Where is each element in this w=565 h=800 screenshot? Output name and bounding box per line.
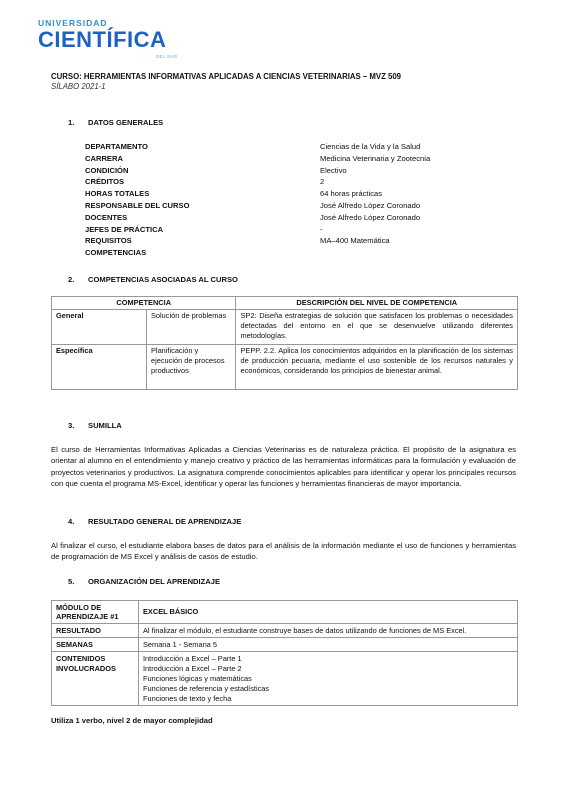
- general-row: HORAS TOTALES 64 horas prácticas: [85, 189, 383, 199]
- list-item: Introducción a Excel – Parte 2: [143, 663, 242, 673]
- logo-sub-text: DEL SUR: [156, 54, 178, 59]
- section-4-heading: 4. RESULTADO GENERAL DE APRENDIZAJE: [68, 517, 242, 526]
- list-item: Introducción a Excel – Parte 1: [143, 653, 242, 663]
- university-logo: [38, 18, 178, 59]
- section-5-heading: 5. ORGANIZACIÓN DEL APRENDIZAJE: [68, 577, 221, 586]
- module-title: EXCEL BÁSICO: [139, 601, 518, 624]
- general-row: JEFES DE PRÁCTICA -: [85, 224, 323, 234]
- learning-organization-table: [51, 600, 518, 706]
- verb-note: Utiliza 1 verbo, nivel 2 de mayor complejidad: [51, 716, 213, 725]
- syllabus-label: SÍLABO 2021-1: [51, 82, 106, 91]
- general-data-list: [85, 141, 505, 259]
- list-item: Funciones de texto y fecha: [143, 693, 232, 703]
- list-item: Funciones de referencia y estadísticas: [143, 683, 270, 693]
- result-label: RESULTADO: [52, 624, 139, 638]
- learning-outcome-paragraph: Al finalizar el curso, el estudiante elabora bases de datos para el análisis de la información mediante el uso de funciones y herramientas de programación de MS Excel y análisis de casos de estudio.: [51, 541, 516, 562]
- general-row: REQUISITOS MA–400 Matemática: [85, 236, 390, 246]
- table-cell: Planificación y ejecución de procesos productivos: [147, 345, 236, 390]
- general-row: RESPONSABLE DEL CURSO José Alfredo López Coronado: [85, 200, 421, 210]
- table-cell: SP2: Diseña estrategias de solución que satisfacen los problemas o necesidades detectadas del entorno en el que se desenvuelve utilizando diferentes metodologías.: [236, 310, 518, 345]
- contents-label: CONTENIDOS INVOLUCRADOS: [52, 652, 139, 706]
- table-cell-label: General: [52, 310, 147, 345]
- general-row: CONDICIÓN Electivo: [85, 165, 347, 175]
- table-cell: Solución de problemas: [147, 310, 236, 345]
- logo-univ-text: UNIVERSIDAD: [38, 18, 108, 28]
- module-label: MÓDULO DE APRENDIZAJE #1: [52, 601, 139, 624]
- general-row: DOCENTES José Alfredo López Coronado: [85, 212, 421, 222]
- table-row: [52, 310, 518, 345]
- contents-list: [139, 652, 518, 706]
- weeks-label: SEMANAS: [52, 638, 139, 652]
- general-row: CRÉDITOS 2: [85, 177, 325, 187]
- table-row: [52, 601, 518, 624]
- logo-main-text: CIENTÍFICA: [38, 27, 167, 52]
- section-2-heading: 2. COMPETENCIAS ASOCIADAS AL CURSO: [68, 275, 238, 284]
- competencies-table: [51, 296, 518, 390]
- section-1-heading: 1. DATOS GENERALES: [68, 118, 164, 127]
- table-cell: PEPP. 2.2. Aplica los conocimientos adquiridos en la planificación de los sistemas de producción pecuaria, mediante el uso sostenible de los recursos naturales y económicos, considerando los principios de bienestar animal.: [236, 345, 518, 390]
- weeks-value: Semana 1 - Semana 5: [139, 638, 518, 652]
- table-cell-label: Específica: [52, 345, 147, 390]
- general-row: CARRERA Medicina Veterinaria y Zootecnia: [85, 153, 431, 163]
- table-row: [52, 624, 518, 638]
- course-title: CURSO: HERRAMIENTAS INFORMATIVAS APLICADAS A CIENCIAS VETERINARIAS – MVZ 509: [51, 72, 402, 81]
- table-header: DESCRIPCIÓN DEL NIVEL DE COMPETENCIA: [236, 297, 518, 310]
- table-row: [52, 345, 518, 390]
- general-row: DEPARTAMENTO Ciencias de la Vida y la Salud: [85, 142, 421, 151]
- list-item: Funciones lógicas y matemáticas: [143, 673, 252, 683]
- table-row: [52, 638, 518, 652]
- section-3-heading: 3. SUMILLA: [68, 421, 122, 430]
- sumilla-paragraph: El curso de Herramientas Informativas Aplicadas a Ciencias Veterinarias es de naturaleza práctica. El propósito de la asignatura es orientar al alumno en el entendimiento y manejo creativo y práctico de las herramientas informáticas para la formulación y evaluación de proyectos veterinarios y productivos. La asignatura comprende conocimientos aplicables para identificar y operar los principales recursos con que cuenta el programa MS-Excel, identificar y operar las funciones y herramientas financieras de mayor importancia.: [51, 445, 516, 488]
- table-row: [52, 652, 518, 706]
- table-header: COMPETENCIA: [52, 297, 236, 310]
- result-value: Al finalizar el módulo, el estudiante construye bases de datos utilizando de funciones de MS Excel.: [139, 624, 518, 638]
- general-row: COMPETENCIAS: [85, 248, 147, 258]
- table-header-row: [52, 297, 518, 310]
